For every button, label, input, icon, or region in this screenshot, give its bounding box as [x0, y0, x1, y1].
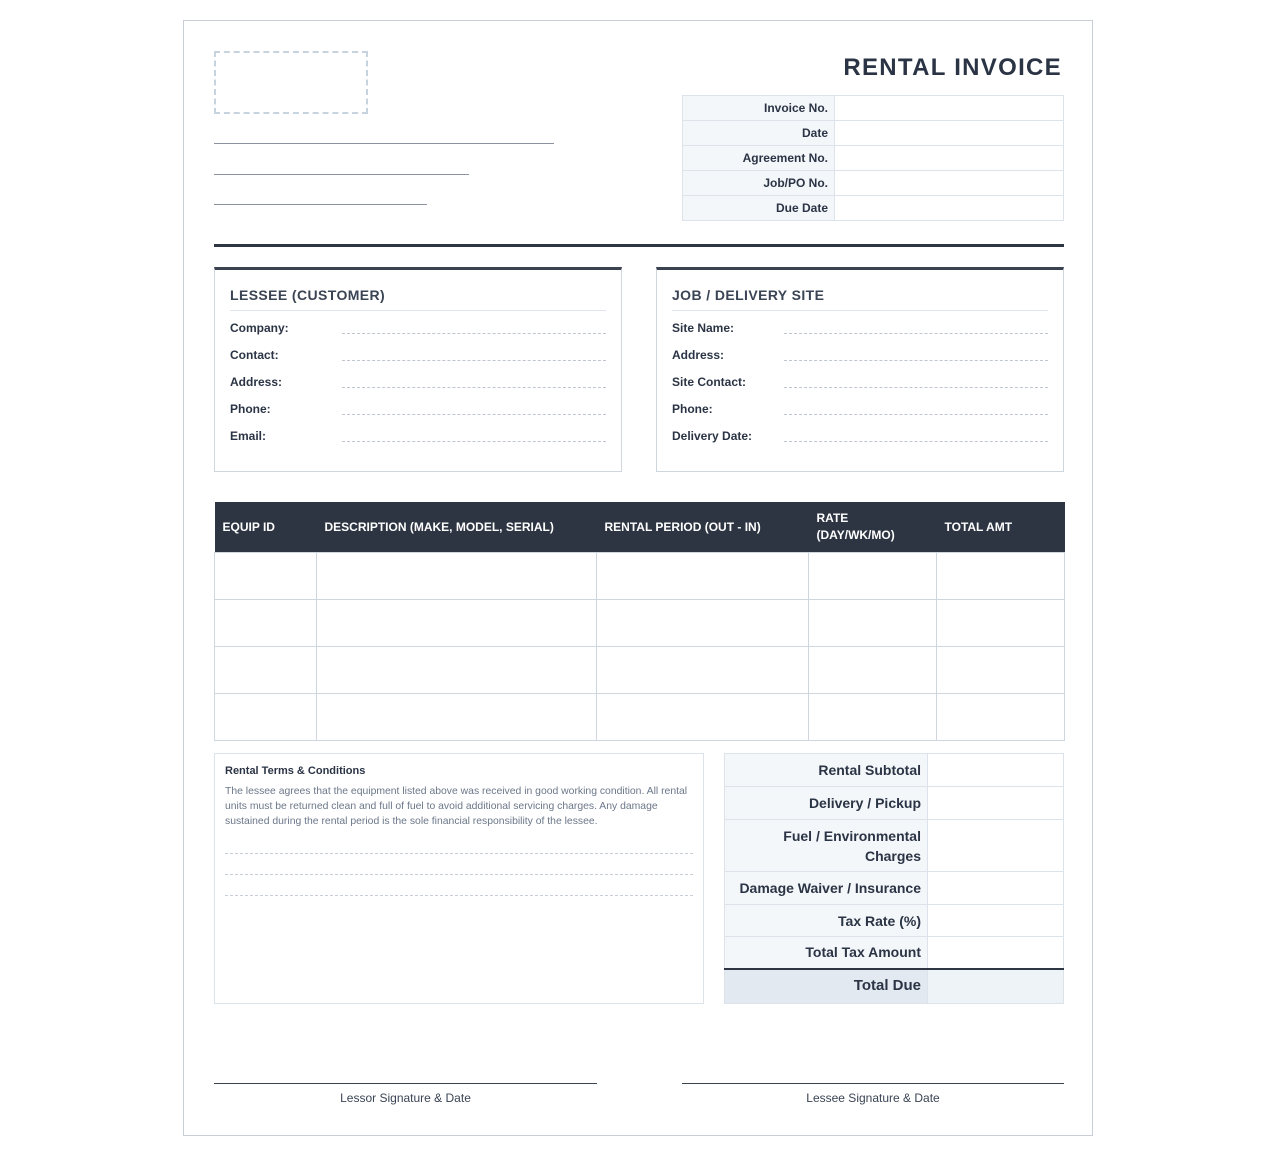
- totals-row: [725, 754, 1064, 787]
- column-header: RENTAL PERIOD (OUT - IN): [597, 502, 809, 553]
- equip-id-cell[interactable]: [215, 647, 317, 694]
- total-amt-cell[interactable]: [937, 553, 1065, 600]
- delivery-pickup-field[interactable]: [928, 787, 1064, 820]
- fuel-environmental-field[interactable]: [928, 820, 1064, 872]
- meta-row-job-po-no: [683, 171, 1064, 196]
- total-due-label: Total Due: [725, 969, 928, 1004]
- totals-row: [725, 872, 1064, 905]
- delivery-date-field[interactable]: [784, 441, 1048, 442]
- field-label: Site Contact:: [672, 375, 747, 389]
- lessor-signature-line[interactable]: [214, 1083, 597, 1105]
- lessee-phone-row: [230, 392, 606, 419]
- terms-box: [214, 753, 704, 1004]
- lessee-address-field[interactable]: [342, 387, 606, 388]
- damage-waiver-label: Damage Waiver / Insurance: [725, 872, 928, 905]
- site-name-field[interactable]: [784, 333, 1048, 334]
- lessee-phone-field[interactable]: [342, 414, 606, 415]
- meta-label: Date: [683, 121, 835, 146]
- site-section: [656, 267, 1064, 472]
- column-header: DESCRIPTION (MAKE, MODEL, SERIAL): [317, 502, 597, 553]
- totals-row: [725, 820, 1064, 872]
- equip-id-cell[interactable]: [215, 694, 317, 741]
- meta-label: Job/PO No.: [683, 171, 835, 196]
- damage-waiver-field[interactable]: [928, 872, 1064, 905]
- due-date-field[interactable]: [835, 196, 1064, 221]
- logo-placeholder[interactable]: [214, 51, 368, 114]
- equipment-header-row: [215, 502, 1065, 553]
- invoice-page: [183, 20, 1093, 1136]
- rate-cell[interactable]: [809, 647, 937, 694]
- column-header: EQUIP ID: [215, 502, 317, 553]
- notes-line[interactable]: [225, 895, 693, 896]
- site-heading: JOB / DELIVERY SITE: [672, 287, 1048, 311]
- site-address-field[interactable]: [784, 360, 1048, 361]
- meta-label: Agreement No.: [683, 146, 835, 171]
- site-address-row: [672, 338, 1048, 365]
- rental-period-cell[interactable]: [597, 600, 809, 647]
- description-cell[interactable]: [317, 647, 597, 694]
- rate-cell[interactable]: [809, 553, 937, 600]
- lessee-heading: LESSEE (CUSTOMER): [230, 287, 606, 311]
- header-divider: [214, 244, 1064, 247]
- tax-rate-label: Tax Rate (%): [725, 905, 928, 937]
- total-due-row: [725, 969, 1064, 1004]
- terms-heading: Rental Terms & Conditions: [225, 765, 366, 777]
- column-header: RATE (DAY/WK/MO): [809, 502, 937, 553]
- company-name-line[interactable]: [214, 143, 554, 144]
- total-amt-cell[interactable]: [937, 694, 1065, 741]
- meta-row-invoice-no: [683, 96, 1064, 121]
- lessee-signature-line[interactable]: [682, 1083, 1064, 1105]
- terms-body: The lessee agrees that the equipment listed above was received in good working condition. All rental units must be returned clean and full of fuel to avoid additional servicing charges. Any damage sustained during the rental period is the sole financial responsibility of the lessee.: [225, 786, 688, 827]
- equipment-table: [214, 502, 1065, 741]
- totals-row: [725, 937, 1064, 969]
- tax-rate-field[interactable]: [928, 905, 1064, 937]
- field-label: Delivery Date:: [672, 429, 753, 443]
- description-cell[interactable]: [317, 553, 597, 600]
- equip-id-cell[interactable]: [215, 600, 317, 647]
- total-amt-cell[interactable]: [937, 647, 1065, 694]
- company-contact-line[interactable]: [214, 204, 427, 205]
- rate-cell[interactable]: [809, 600, 937, 647]
- lessee-company-row: [230, 311, 606, 338]
- lessee-section: [214, 267, 622, 472]
- lessee-company-field[interactable]: [342, 333, 606, 334]
- total-amt-cell[interactable]: [937, 600, 1065, 647]
- site-phone-row: [672, 392, 1048, 419]
- field-label: Address:: [230, 375, 283, 389]
- invoice-title: RENTAL INVOICE: [843, 54, 1062, 81]
- site-name-row: [672, 311, 1048, 338]
- rental-subtotal-label: Rental Subtotal: [725, 754, 928, 787]
- table-row: [215, 694, 1065, 741]
- notes-line[interactable]: [225, 874, 693, 875]
- field-label: Email:: [230, 429, 267, 443]
- date-field[interactable]: [835, 121, 1064, 146]
- meta-label: Due Date: [683, 196, 835, 221]
- site-phone-field[interactable]: [784, 414, 1048, 415]
- meta-row-agreement-no: [683, 146, 1064, 171]
- rate-cell[interactable]: [809, 694, 937, 741]
- field-label: Company:: [230, 321, 289, 335]
- rental-period-cell[interactable]: [597, 694, 809, 741]
- rental-period-cell[interactable]: [597, 553, 809, 600]
- total-tax-label: Total Tax Amount: [725, 937, 928, 969]
- table-row: [215, 553, 1065, 600]
- fuel-environmental-label: Fuel / Environmental Charges: [725, 820, 928, 872]
- total-due-field[interactable]: [928, 969, 1064, 1004]
- table-row: [215, 647, 1065, 694]
- lessee-email-field[interactable]: [342, 441, 606, 442]
- field-label: Phone:: [672, 402, 713, 416]
- site-contact-field[interactable]: [784, 387, 1048, 388]
- lessee-contact-row: [230, 338, 606, 365]
- notes-line[interactable]: [225, 853, 693, 854]
- field-label: Site Name:: [672, 321, 735, 335]
- delivery-pickup-label: Delivery / Pickup: [725, 787, 928, 820]
- description-cell[interactable]: [317, 600, 597, 647]
- job-po-number-field[interactable]: [835, 171, 1064, 196]
- totals-row: [725, 905, 1064, 937]
- field-label: Contact:: [230, 348, 279, 362]
- lessee-email-row: [230, 419, 606, 446]
- lessee-address-row: [230, 365, 606, 392]
- field-label: Address:: [672, 348, 725, 362]
- total-tax-field[interactable]: [928, 937, 1064, 969]
- invoice-number-field[interactable]: [835, 96, 1064, 121]
- totals-table: [724, 753, 1064, 1004]
- meta-row-due-date: [683, 196, 1064, 221]
- equip-id-cell[interactable]: [215, 553, 317, 600]
- agreement-number-field[interactable]: [835, 146, 1064, 171]
- totals-row: [725, 787, 1064, 820]
- company-address-line[interactable]: [214, 174, 469, 175]
- lessee-contact-field[interactable]: [342, 360, 606, 361]
- meta-label: Invoice No.: [683, 96, 835, 121]
- column-header: TOTAL AMT: [937, 502, 1065, 553]
- rental-subtotal-field[interactable]: [928, 754, 1064, 787]
- site-delivery-date-row: [672, 419, 1048, 446]
- table-row: [215, 600, 1065, 647]
- description-cell[interactable]: [317, 694, 597, 741]
- field-label: Phone:: [230, 402, 271, 416]
- meta-row-date: [683, 121, 1064, 146]
- invoice-meta-table: [682, 95, 1064, 221]
- lessee-signature-label: Lessee Signature & Date: [806, 1091, 940, 1105]
- rental-period-cell[interactable]: [597, 647, 809, 694]
- lessor-signature-label: Lessor Signature & Date: [340, 1091, 471, 1105]
- site-contact-row: [672, 365, 1048, 392]
